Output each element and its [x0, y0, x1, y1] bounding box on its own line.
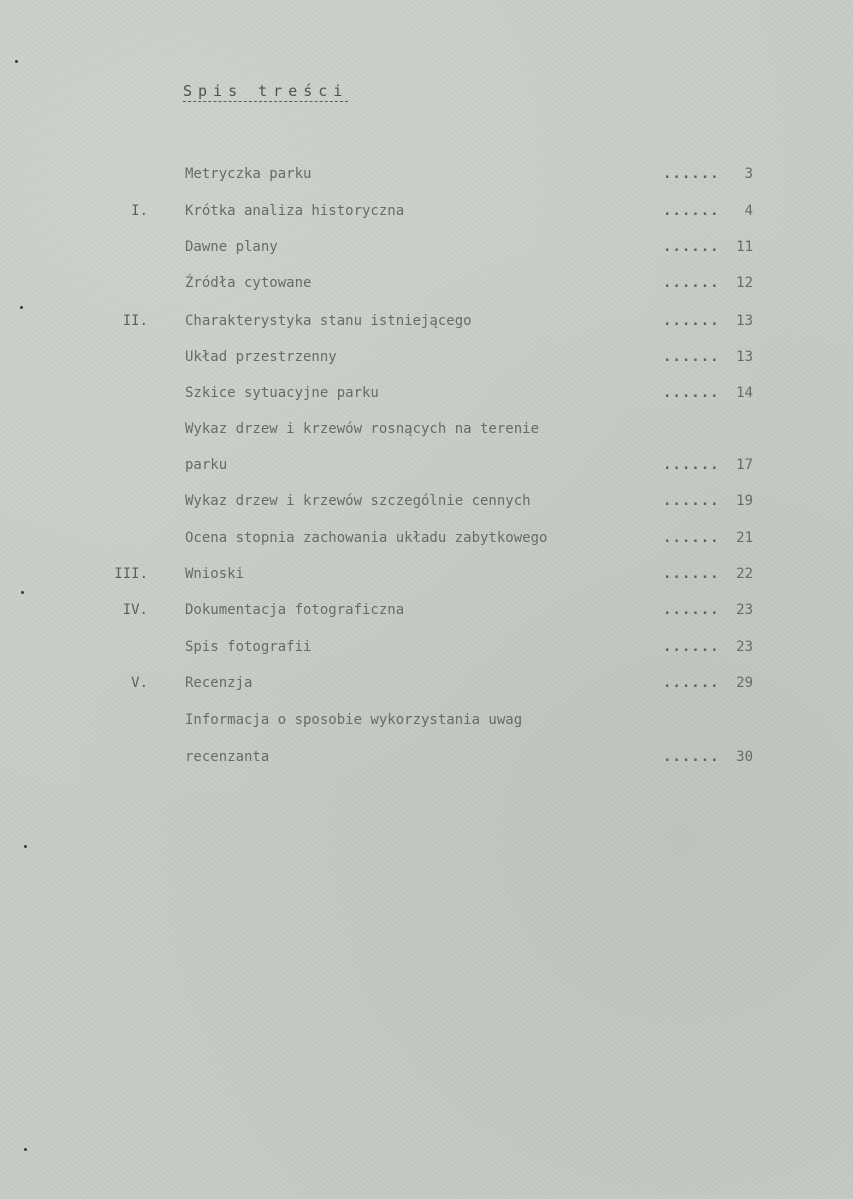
toc-entry-page: 3 — [744, 166, 753, 182]
toc-entry-leader: ...... — [663, 349, 720, 365]
scan-speck — [24, 845, 27, 848]
toc-entry — [0, 418, 853, 440]
toc-entry-page: 30 — [736, 749, 753, 765]
toc-entry-title: Krótka analiza historyczna — [185, 203, 405, 219]
toc-entry-title: Informacja o sposobie wykorzystania uwag — [185, 712, 523, 728]
toc-entry-title: Dokumentacja fotograficzna — [185, 602, 405, 618]
toc-entry-number: III. — [114, 566, 148, 582]
toc-entry-page: 19 — [736, 493, 753, 509]
toc-entry — [0, 636, 853, 658]
toc-entry-title: Dawne plany — [185, 239, 278, 255]
toc-entry-leader: ...... — [663, 639, 720, 655]
toc-entry-number: IV. — [122, 602, 148, 618]
toc-entry-title: Spis fotografii — [185, 639, 312, 655]
toc-entry-page: 11 — [736, 239, 753, 255]
toc-entry-leader: ...... — [663, 530, 720, 546]
toc-entry — [0, 346, 853, 368]
toc-entry — [0, 563, 853, 585]
toc-entry — [0, 310, 853, 332]
toc-entry — [0, 454, 853, 476]
toc-entry-leader: ...... — [663, 602, 720, 618]
toc-entry — [0, 272, 853, 294]
toc-entry-page: 21 — [736, 530, 753, 546]
toc-entry — [0, 672, 853, 694]
toc-entry-leader: ...... — [663, 203, 720, 219]
toc-entry — [0, 709, 853, 731]
toc-entry-title: Wykaz drzew i krzewów szczególnie cennych — [185, 493, 531, 509]
toc-entry-leader: ...... — [663, 239, 720, 255]
toc-entry-title: Charakterystyka stanu istniejącego — [185, 313, 472, 329]
toc-entry-leader: ...... — [663, 493, 720, 509]
toc-entry-number: V. — [131, 675, 148, 691]
toc-entry-page: 13 — [736, 313, 753, 329]
toc-entry-title: Ocena stopnia zachowania układu zabytkowego — [185, 530, 548, 546]
toc-entry-title: Wykaz drzew i krzewów rosnących na terenie — [185, 421, 540, 437]
toc-entry-page: 23 — [736, 602, 753, 618]
toc-entry-page: 23 — [736, 639, 753, 655]
toc-entry-leader: ...... — [663, 313, 720, 329]
toc-entry-leader: ...... — [663, 749, 720, 765]
toc-entry-page: 14 — [736, 385, 753, 401]
toc-entry — [0, 200, 853, 222]
scan-speck — [21, 591, 24, 594]
toc-entry-title: Układ przestrzenny — [185, 349, 337, 365]
scan-speck — [15, 60, 18, 63]
toc-entry-title: Źródła cytowane — [185, 275, 312, 291]
toc-entry-leader: ...... — [663, 675, 720, 691]
toc-entry-title: parku — [185, 457, 228, 473]
toc-entry — [0, 236, 853, 258]
toc-entry-number: I. — [131, 203, 148, 219]
scan-speck — [24, 1148, 27, 1151]
toc-entry — [0, 599, 853, 621]
toc-entry-title: recenzanta — [185, 749, 270, 765]
toc-entry-leader: ...... — [663, 275, 720, 291]
toc-entry-page: 17 — [736, 457, 753, 473]
toc-entry-page: 12 — [736, 275, 753, 291]
toc-entry-title: Szkice sytuacyjne parku — [185, 385, 379, 401]
toc-entry-number: II. — [122, 313, 148, 329]
toc-entry — [0, 490, 853, 512]
toc-entry-leader: ...... — [663, 566, 720, 582]
toc-entry-page: 29 — [736, 675, 753, 691]
toc-entry-title: Recenzja — [185, 675, 253, 691]
toc-entry-page: 13 — [736, 349, 753, 365]
toc-entry — [0, 382, 853, 404]
toc-entry-page: 22 — [736, 566, 753, 582]
toc-entry-page: 4 — [744, 203, 753, 219]
toc-entry-title: Metryczka parku — [185, 166, 312, 182]
toc-entry-leader: ...... — [663, 385, 720, 401]
toc-entry-leader: ...... — [663, 457, 720, 473]
toc-entry — [0, 527, 853, 549]
toc-entry-title: Wnioski — [185, 566, 245, 582]
toc-entry-leader: ...... — [663, 166, 720, 182]
toc-entry — [0, 746, 853, 768]
toc-entry — [0, 163, 853, 185]
page-title: Spis treści — [183, 82, 349, 100]
scan-speck — [20, 306, 23, 309]
